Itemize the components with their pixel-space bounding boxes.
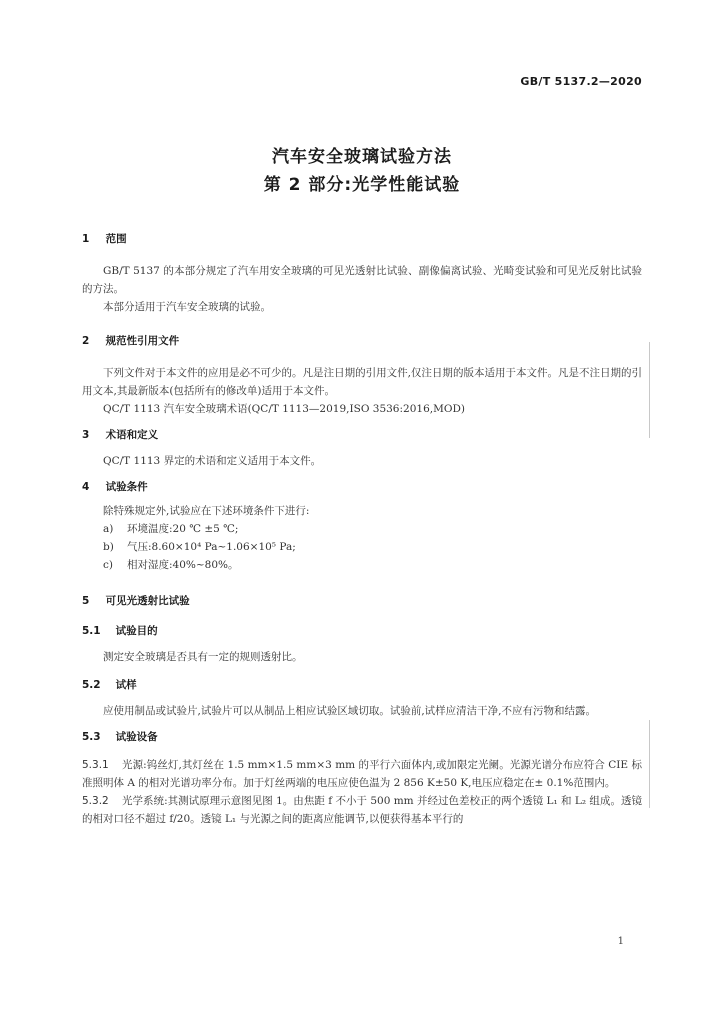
- section-title: 术语和定义: [105, 429, 159, 441]
- change-bar: [649, 342, 650, 438]
- standard-code: GB/T 5137.2—2020: [520, 75, 642, 88]
- section-number: 4: [82, 481, 90, 493]
- clause-text: 光学系统:其测试原理示意图见图 1。由焦距 f 不小于 500 mm 并经过色差校正的两个透镜 L₁ 和 L₂ 组成。透镜的相对口径不超过 f/20。透镜 L₁ 与光源之间的距离应能调节,以便获得基本平行的: [82, 795, 642, 825]
- section-title: 试验条件: [105, 481, 148, 493]
- change-bar: [649, 720, 650, 808]
- section-5-heading: [82, 592, 642, 610]
- section-5-1-heading: [82, 622, 642, 640]
- section-5-3-heading: [82, 728, 642, 746]
- section-number: 1: [82, 233, 90, 245]
- list-item: [103, 520, 642, 538]
- section-number: 5.1: [82, 625, 101, 637]
- section-title: 规范性引用文件: [105, 335, 180, 347]
- clause-number: 5.3.1: [82, 759, 109, 771]
- list-item-label: b): [103, 541, 114, 553]
- section-number: 5.2: [82, 679, 101, 691]
- section-2-paragraph-1: 下列文件对于本文件的应用是必不可少的。凡是注日期的引用文件,仅注日期的版本适用于本文件。凡是不注日期的引用文本,其最新版本(包括所有的修改单)适用于本文件。: [82, 367, 642, 397]
- clause-5-3-2: [82, 792, 642, 828]
- list-item-text: 气压:8.60×10⁴ Pa~1.06×10⁵ Pa;: [127, 541, 296, 553]
- list-item: [103, 538, 642, 556]
- section-1-heading: [82, 230, 642, 248]
- section-3-heading: [82, 426, 642, 444]
- list-item-text: 环境温度:20 ℃ ±5 ℃;: [127, 523, 239, 535]
- section-1-paragraph-2: 本部分适用于汽车安全玻璃的试验。: [103, 301, 271, 313]
- list-item-text: 相对湿度:40%~80%。: [127, 559, 239, 571]
- clause-text: 光源:钨丝灯,其灯丝在 1.5 mm×1.5 mm×3 mm 的平行六面体内,或加限定光阑。光源光谱分布应符合 CIE 标准照明体 A 的相对光谱功率分布。加于灯丝两端的电压应使色温为 2 856 K±50 K,电压应稳定在± 0.1%范围内。: [82, 759, 642, 789]
- clause-5-3-1: [82, 756, 642, 792]
- section-3-paragraph-1: QC/T 1113 界定的术语和定义适用于本文件。: [103, 455, 322, 467]
- section-title: 可见光透射比试验: [105, 595, 190, 607]
- list-item: [103, 556, 642, 574]
- test-conditions-list: [82, 520, 642, 574]
- section-5-1-paragraph: 测定安全玻璃是否具有一定的规则透射比。: [103, 651, 303, 663]
- section-title: 范围: [105, 233, 127, 245]
- section-title: 试验设备: [115, 731, 158, 743]
- document-subtitle: 第 2 部分:光学性能试验: [263, 175, 461, 195]
- section-number: 3: [82, 429, 90, 441]
- section-2-reference: QC/T 1113 汽车安全玻璃术语(QC/T 1113—2019,ISO 3536:2016,MOD): [103, 403, 465, 415]
- section-title: 试验目的: [115, 625, 158, 637]
- page-number: 1: [617, 936, 624, 947]
- section-number: 5: [82, 595, 90, 607]
- document-body: [82, 230, 642, 828]
- section-1-paragraph-1: GB/T 5137 的本部分规定了汽车用安全玻璃的可见光透射比试验、副像偏离试验、光畸变试验和可见光反射比试验的方法。: [82, 265, 642, 295]
- section-4-paragraph-1: 除特殊规定外,试验应在下述环境条件下进行:: [103, 505, 310, 517]
- section-title: 试样: [115, 679, 137, 691]
- section-number: 2: [82, 335, 90, 347]
- section-4-heading: [82, 478, 642, 496]
- list-item-label: a): [103, 523, 114, 535]
- clause-number: 5.3.2: [82, 795, 109, 807]
- section-2-heading: [82, 332, 642, 350]
- section-5-2-heading: [82, 676, 642, 694]
- section-number: 5.3: [82, 731, 101, 743]
- list-item-label: c): [103, 559, 113, 571]
- document-title: 汽车安全玻璃试验方法: [272, 147, 452, 167]
- section-5-2-paragraph: 应使用制品或试验片,试验片可以从制品上相应试验区域切取。试验前,试样应清洁干净,不应有污物和结露。: [103, 705, 597, 717]
